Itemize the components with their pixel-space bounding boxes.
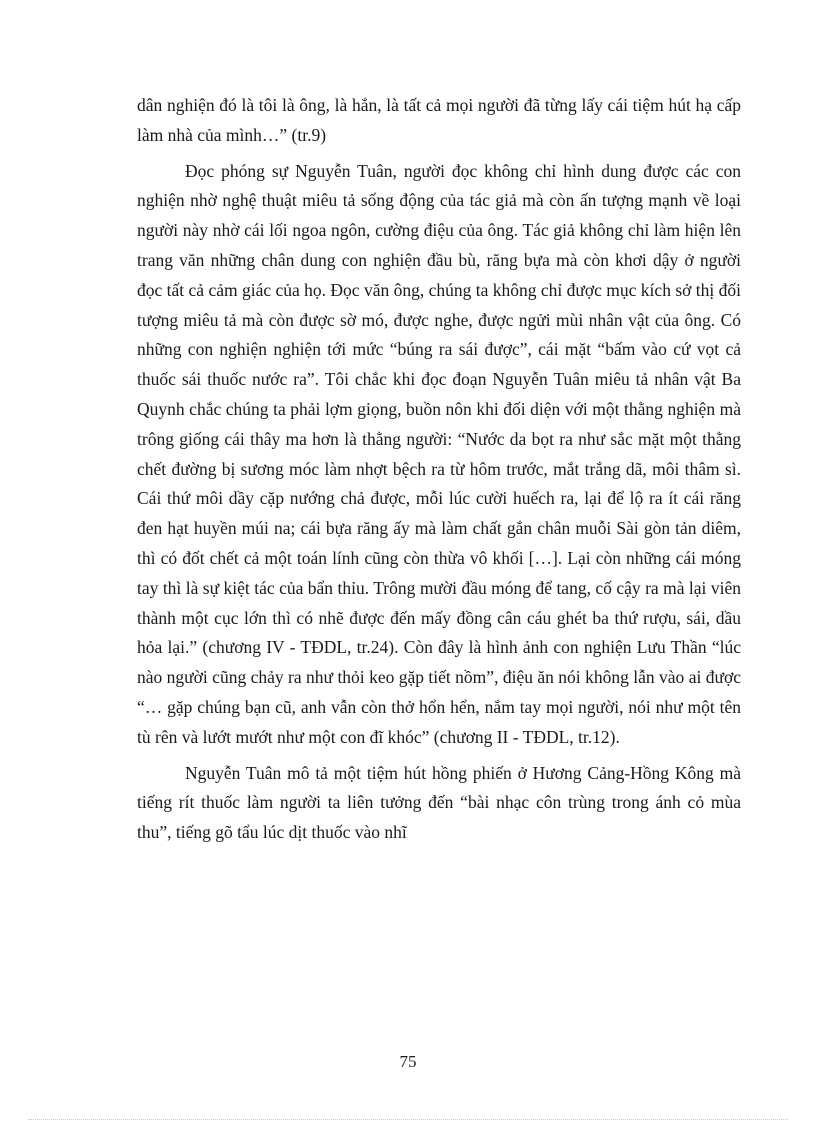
- page-number: 75: [399, 1052, 417, 1071]
- page-bottom-divider: [28, 1119, 788, 1120]
- paragraph-opium-den: Nguyễn Tuân mô tả một tiệm hút hồng phiến ở Hương Cảng-Hồng Kông mà tiếng rít thuốc làm người ta liên tưởng đến “bài nhạc côn trùng trong ánh cỏ mùa thu”, tiếng gõ tẩu lúc dịt thuốc vào nhĩ: [137, 762, 741, 843]
- paragraph-continuation: dân nghiện đó là tôi là ông, là hắn, là tất cả mọi người đã từng lấy cái tiệm hút hạ cấp làm nhà của mình…” (tr.9): [137, 95, 741, 145]
- paragraph-analysis: Đọc phóng sự Nguyễn Tuân, người đọc không chỉ hình dung được các con nghiện nhờ nghệ thuật miêu tả sống động của tác giả mà còn ấn tượng mạnh về loại người này nhờ cái lối ngoa ngôn, cường điệu của ông. Tác giả không chỉ làm hiện lên trang văn những chân dung con nghiện đầu bù, răng bựa mà còn khơi dậy ở người đọc tất cả cảm giác của họ. Đọc văn ông, chúng ta không chỉ được mục kích sở thị đối tượng miêu tả mà còn được sờ mó, được nghe, được ngửi mùi nhân vật của ông. Có những con nghiện nghiện tới mức “búng ra sái được”, cái mặt “bấm vào cứ vọt cả thuốc sái thuốc nước ra”. Tôi chắc khi đọc đoạn Nguyễn Tuân miêu tả nhân vật Ba Quynh chắc chúng ta phải lợm giọng, buồn nôn khi đối diện với một thằng nghiện mà trông giống cái thây ma hơn là thằng người: “Nước da bọt ra như sắc mặt một thằng chết đường bị sương móc làm nhợt bệch ra từ hôm trước, mắt trắng dã, môi thâm sì. Cái thứ môi dầy cặp nướng chả được, mỗi lúc cười huếch ra, lại để lộ ra ít cái răng đen hạt huyền múi na; cái bựa răng ấy mà làm chất gắn chân muỗi Sài gòn tản diêm, thì có đốt chết cả một toán lính cũng còn thừa vô khối […]. Lại còn những cái móng tay thì là sự kiệt tác của bẩn thỉu. Trông mười đầu móng để tang, cố cậy ra mà lại viên thành một cục lớn thì có nhẽ được đến mấy đồng cân cáu ghét ba thứ rượu, sái, dầu hỏa lại.” (chương IV - TĐDL, tr.24). Còn đây là hình ảnh con nghiện Lưu Thần “lúc nào người cũng chảy ra như thỏi keo gặp tiết nồm”, điệu ăn nói không lẫn vào ai được “… gặp chúng bạn cũ, anh vẫn còn thở hổn hển, nắm tay mọi người, nói như một tên tù rên và lướt mướt như một con đĩ khóc” (chương II - TĐDL, tr.12).: [137, 160, 741, 747]
- document-body: [137, 91, 741, 848]
